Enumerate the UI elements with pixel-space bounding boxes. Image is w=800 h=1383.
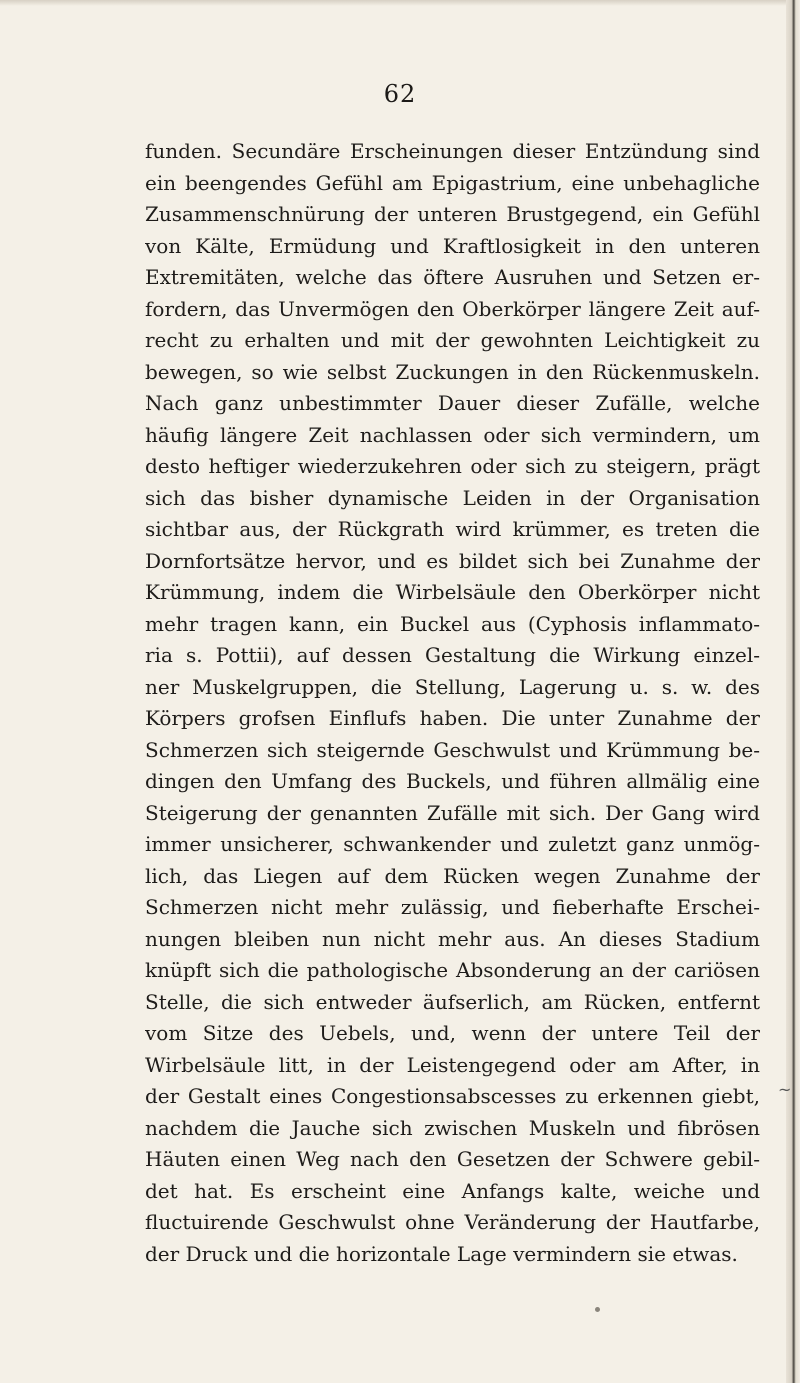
- text-line: funden. Secundäre Erscheinungen dieser Entzündung sind: [145, 139, 760, 163]
- text-line: det hat. Es erscheint eine Anfangs kalte, weiche und: [145, 1178, 760, 1203]
- text-line: von Kälte, Ermüdung und Kraftlosigkeit in den unteren: [145, 233, 760, 258]
- text-line: sichtbar aus, der Rückgrath wird krümmer, es treten die: [145, 517, 760, 541]
- body-text: [145, 136, 760, 1270]
- text-line: Häuten einen Weg nach den Gesetzen der Schwere gebil-: [145, 1147, 760, 1171]
- text-line: ner Muskelgruppen, die Stellung, Lagerung u. s. w. des: [145, 674, 760, 699]
- text-line: Krümmung, indem die Wirbelsäule den Oberkörper nicht: [145, 580, 760, 604]
- text-line: bewegen, so wie selbst Zuckungen in den Rückenmuskeln.: [145, 359, 760, 384]
- text-line: knüpft sich die pathologische Absonderung an der cariösen: [145, 958, 760, 982]
- ink-speck: [595, 1307, 600, 1312]
- text-line: immer unsicherer, schwankender und zuletzt ganz unmög-: [145, 832, 760, 856]
- text-line: ein beengendes Gefühl am Epigastrium, eine unbehagliche: [145, 170, 760, 195]
- text-line: Zusammenschnürung der unteren Brustgegend, ein Gefühl: [145, 202, 760, 226]
- text-line: lich, das Liegen auf dem Rücken wegen Zunahme der: [145, 863, 760, 888]
- page-binding-edge: [786, 0, 800, 1383]
- text-line: dingen den Umfang des Buckels, und führen allmälig eine: [145, 769, 760, 793]
- text-line: Schmerzen sich steigernde Geschwulst und Krümmung be-: [145, 737, 760, 762]
- text-line: ria s. Pottii), auf dessen Gestaltung die Wirkung einzel-: [145, 643, 760, 667]
- text-line: nungen bleiben nun nicht mehr aus. An dieses Stadium: [145, 926, 760, 951]
- margin-mark: ~: [778, 1080, 792, 1099]
- text-line: fordern, das Unvermögen den Oberkörper längere Zeit auf-: [145, 296, 760, 321]
- text-line: Schmerzen nicht mehr zulässig, und fieberhafte Erschei-: [145, 895, 760, 919]
- text-line: desto heftiger wiederzukehren oder sich zu steigern, prägt: [145, 454, 760, 478]
- text-line: Wirbelsäule litt, in der Leistengegend oder am After, in: [145, 1052, 760, 1077]
- text-line: recht zu erhalten und mit der gewohnten Leichtigkeit zu: [145, 328, 760, 352]
- text-line: der Gestalt eines Congestionsabscesses zu erkennen giebt,: [145, 1084, 760, 1108]
- text-line: sich das bisher dynamische Leiden in der Organisation: [145, 485, 760, 510]
- text-line: der Druck und die horizontale Lage vermindern sie etwas.: [145, 1241, 738, 1266]
- text-line: häufig längere Zeit nachlassen oder sich vermindern, um: [145, 422, 760, 447]
- text-line: fluctuirende Geschwulst ohne Veränderung der Hautfarbe,: [145, 1210, 760, 1234]
- text-line: Steigerung der genannten Zufälle mit sich. Der Gang wird: [145, 800, 760, 825]
- text-line: Dornfortsätze hervor, und es bildet sich bei Zunahme der: [145, 548, 760, 573]
- text-line: Stelle, die sich entweder äufserlich, am Rücken, entfernt: [145, 989, 760, 1014]
- page-top-edge: [0, 0, 800, 6]
- text-line: vom Sitze des Uebels, und, wenn der untere Teil der: [145, 1021, 760, 1045]
- text-line: mehr tragen kann, ein Buckel aus (Cyphosis inflammato-: [145, 611, 760, 636]
- text-line: Extremitäten, welche das öftere Ausruhen und Setzen er-: [145, 265, 760, 289]
- text-line: Nach ganz unbestimmter Dauer dieser Zufälle, welche: [145, 391, 760, 415]
- text-line: nachdem die Jauche sich zwischen Muskeln und fibrösen: [145, 1115, 760, 1140]
- page-number: 62: [383, 80, 417, 108]
- text-line: Körpers grofsen Einflufs haben. Die unter Zunahme der: [145, 706, 760, 730]
